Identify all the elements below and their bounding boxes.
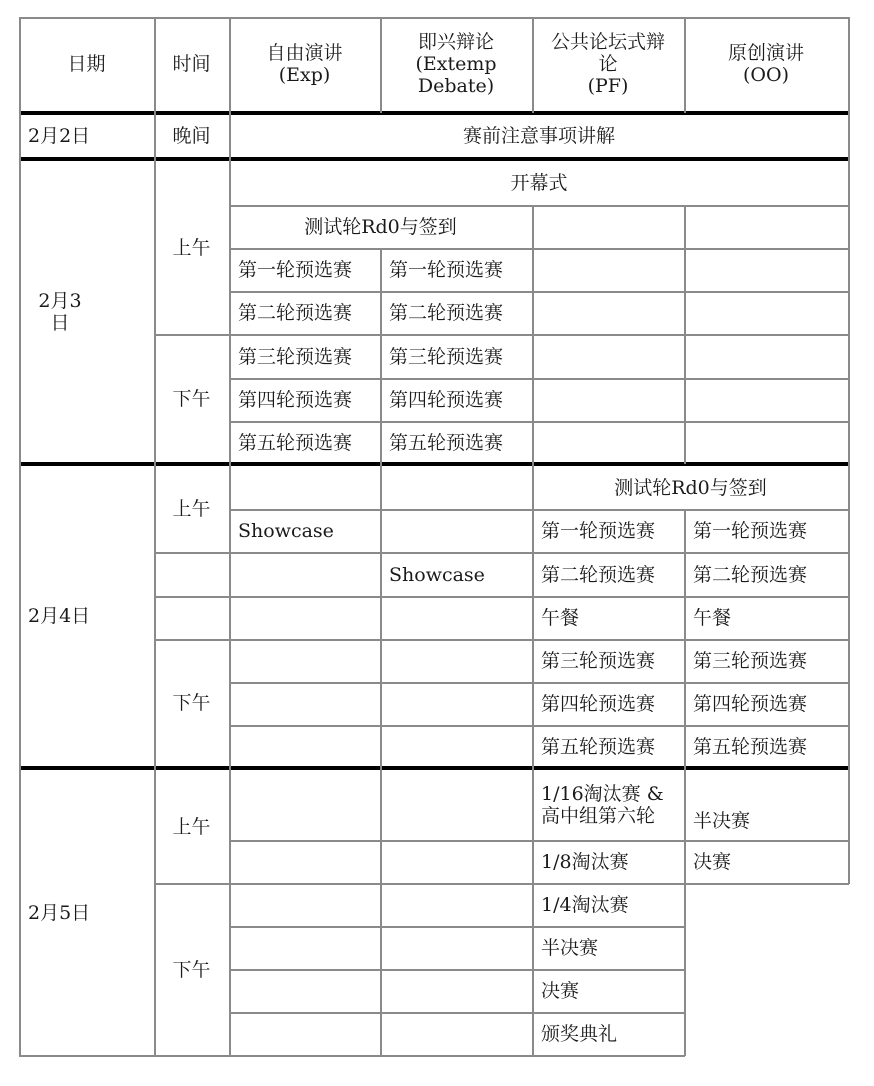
day4-pf-r4: 半决赛 <box>541 937 599 959</box>
header-date <box>19 17 154 111</box>
day4-am: 上午 <box>172 815 211 838</box>
day3-am: 上午 <box>172 498 211 520</box>
day4-pf-r1 <box>532 770 684 840</box>
day2-exp-r4: 第四轮预选赛 <box>238 389 353 411</box>
header-oo <box>684 17 848 111</box>
day2-date <box>19 161 101 462</box>
day3-oo-r2: 第二轮预选赛 <box>693 563 808 586</box>
day2-date-l2: 日 <box>50 311 70 334</box>
day3-pf-lunch: 午餐 <box>541 607 580 629</box>
header-date-label: 日期 <box>67 53 106 75</box>
day4-pf-r6: 颁奖典礼 <box>541 1023 618 1045</box>
day4-pf-r3: 1/4淘汰赛 <box>541 894 629 916</box>
border-line <box>19 1055 685 1057</box>
day2-opening: 开幕式 <box>510 172 568 194</box>
day3-date: 2月4日 <box>28 605 91 627</box>
day3-pm: 下午 <box>172 692 211 714</box>
day3-pf-r1: 第一轮预选赛 <box>541 520 656 542</box>
day3-oo-r5: 第五轮预选赛 <box>693 735 808 758</box>
header-time <box>154 17 229 111</box>
day2-pm: 下午 <box>172 387 211 410</box>
day4-oo-r1: 半决赛 <box>693 810 751 832</box>
day4-pf-r1-l1: 1/16淘汰赛 & <box>541 783 664 805</box>
day1-date: 2月2日 <box>28 125 91 147</box>
day2-am: 上午 <box>172 236 211 259</box>
day3-pf-r2: 第二轮预选赛 <box>541 563 656 586</box>
day3-rd0: 测试轮Rd0与签到 <box>614 476 767 499</box>
column-line <box>532 205 534 464</box>
header-pf-label: 公共论坛式辩 <box>550 31 665 53</box>
day2-extemp-r5: 第五轮预选赛 <box>389 431 504 454</box>
header-oo-abbr: (OO) <box>743 64 789 86</box>
day2-date-l1: 2月3 <box>38 289 82 312</box>
header-extemp-label: 即兴辩论 <box>417 31 494 53</box>
header-pf <box>532 17 684 111</box>
day2-exp-r5: 第五轮预选赛 <box>238 431 353 454</box>
day1-time: 晚间 <box>172 125 211 147</box>
day2-exp-r1: 第一轮预选赛 <box>238 259 353 281</box>
header-exp <box>229 17 380 111</box>
day3-oo-lunch: 午餐 <box>693 607 732 629</box>
day2-exp-r3: 第三轮预选赛 <box>238 345 353 368</box>
header-extemp-abbr: (Extemp <box>415 53 497 75</box>
day4-pf-r2: 1/8淘汰赛 <box>541 851 629 873</box>
day3-pf-r4: 第四轮预选赛 <box>541 693 656 715</box>
day3-extemp-showcase: Showcase <box>389 563 485 586</box>
header-time-label: 时间 <box>172 53 211 75</box>
day3-oo-r4: 第四轮预选赛 <box>693 693 808 715</box>
day3-exp-showcase: Showcase <box>238 520 334 542</box>
header-oo-label: 原创演讲 <box>727 42 804 64</box>
day3-pf-r5: 第五轮预选赛 <box>541 735 656 758</box>
day2-extemp-r4: 第四轮预选赛 <box>389 389 504 411</box>
day2-extemp-r2: 第二轮预选赛 <box>389 302 504 324</box>
header-extemp <box>380 17 532 111</box>
day1-event: 赛前注意事项讲解 <box>462 125 615 147</box>
column-line <box>684 205 686 464</box>
day3-pf-r3: 第三轮预选赛 <box>541 650 656 672</box>
day4-pm: 下午 <box>172 958 211 981</box>
day3-oo-r3: 第三轮预选赛 <box>693 650 808 672</box>
row-line <box>154 883 849 885</box>
header-pf-abbr: (PF) <box>587 75 629 97</box>
header-exp-abbr: (Exp) <box>278 64 331 86</box>
day2-extemp-r1: 第一轮预选赛 <box>389 259 504 281</box>
header-pf-label: 论 <box>598 53 618 75</box>
day2-rd0: 测试轮Rd0与签到 <box>304 216 457 238</box>
header-exp-label: 自由演讲 <box>266 42 343 64</box>
day2-exp-r2: 第二轮预选赛 <box>238 302 353 324</box>
day4-date: 2月5日 <box>28 901 91 924</box>
day4-oo-r2: 决赛 <box>693 851 732 873</box>
day2-extemp-r3: 第三轮预选赛 <box>389 345 504 368</box>
day4-pf-r1-l2: 高中组第六轮 <box>541 805 656 827</box>
day3-oo-r1: 第一轮预选赛 <box>693 520 808 542</box>
header-extemp-abbr: Debate) <box>417 75 495 97</box>
day4-pf-r5: 决赛 <box>541 980 580 1002</box>
